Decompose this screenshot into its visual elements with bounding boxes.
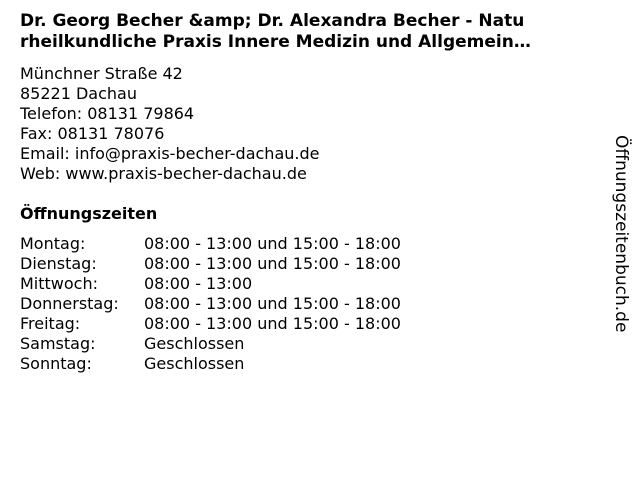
time-value: 08:00 - 13:00 und 15:00 - 18:00 — [144, 294, 401, 313]
hours-row-saturday — [20, 334, 401, 354]
hours-row-sunday — [20, 354, 401, 374]
day-label: Dienstag: — [20, 254, 97, 273]
hours-row-tuesday — [20, 254, 401, 274]
day-label: Donnerstag: — [20, 294, 119, 313]
phone-number: Telefon: 08131 79864 — [20, 104, 195, 123]
brand-watermark — [611, 135, 631, 335]
practice-title-line-1: Dr. Georg Becher &amp; Dr. Alexandra Becher - Natu — [20, 11, 525, 31]
postal-city: 85221 Dachau — [20, 84, 137, 103]
hours-row-friday — [20, 314, 401, 334]
practice-title — [20, 11, 620, 53]
hours-row-wednesday — [20, 274, 401, 294]
fax-number: Fax: 08131 78076 — [20, 124, 165, 143]
time-value: Geschlossen — [144, 354, 245, 373]
hours-row-thursday — [20, 294, 401, 314]
email-address: Email: info@praxis-becher-dachau.de — [20, 144, 320, 163]
time-value: Geschlossen — [144, 334, 245, 353]
time-value: 08:00 - 13:00 — [144, 274, 253, 293]
day-label: Mittwoch: — [20, 274, 98, 293]
day-label: Sonntag: — [20, 354, 92, 373]
day-label: Freitag: — [20, 314, 81, 333]
time-value: 08:00 - 13:00 und 15:00 - 18:00 — [144, 314, 401, 333]
day-label: Montag: — [20, 234, 86, 253]
contact-block — [20, 64, 319, 184]
time-value: 08:00 - 13:00 und 15:00 - 18:00 — [144, 234, 401, 253]
time-value: 08:00 - 13:00 und 15:00 - 18:00 — [144, 254, 401, 273]
website-address: Web: www.praxis-becher-dachau.de — [20, 164, 307, 183]
hours-row-monday — [20, 234, 401, 254]
street-address: Münchner Straße 42 — [20, 64, 183, 83]
opening-hours-table — [20, 234, 401, 374]
opening-hours-heading: Öffnungszeiten — [20, 204, 158, 223]
practice-title-line-2: rheilkundliche Praxis Innere Medizin und Allgemein… — [20, 32, 531, 52]
brand-name: Öffnungszeitenbuch.de — [611, 135, 631, 333]
day-label: Samstag: — [20, 334, 96, 353]
